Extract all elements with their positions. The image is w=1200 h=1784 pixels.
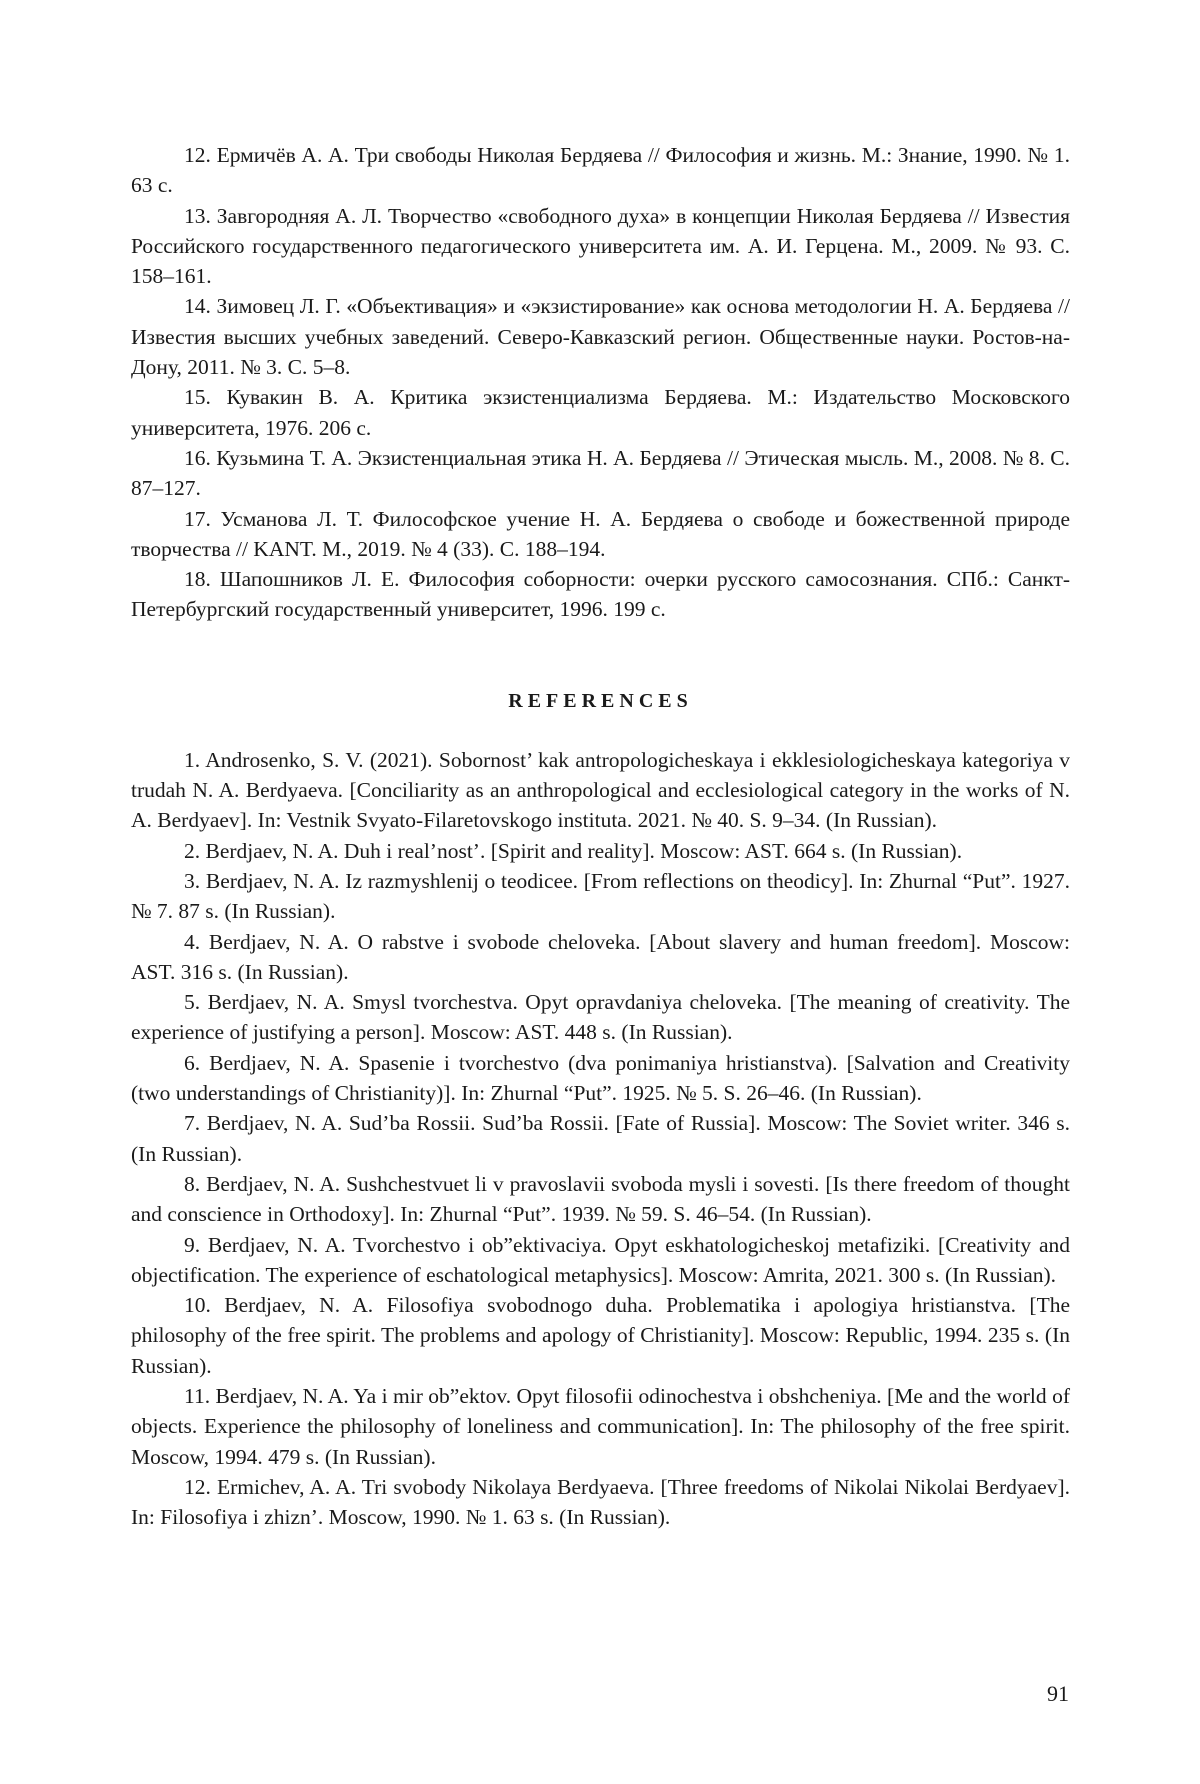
reference-entry: 4. Berdjaev, N. A. O rabstve i svobode cheloveka. [About slavery and human freedom]. Moscow: AST. 316 s. (In Russian). bbox=[131, 927, 1070, 988]
reference-entry: 15. Кувакин В. А. Критика экзистенциализма Бердяева. М.: Издательство Московского университета, 1976. 206 с. bbox=[131, 382, 1070, 443]
english-reference-list bbox=[131, 745, 1070, 1533]
reference-entry: 12. Ermichev, A. A. Tri svobody Nikolaya Berdyaeva. [Three freedoms of Nikolai Nikolai Berdyaev]. In: Filosofiya i zhizn’. Moscow, 1990. № 1. 63 s. (In Russian). bbox=[131, 1472, 1070, 1533]
reference-entry: 2. Berdjaev, N. A. Duh i real’nost’. [Spirit and reality]. Moscow: AST. 664 s. (In Russian). bbox=[131, 836, 1070, 866]
reference-entry: 13. Завгородняя А. Л. Творчество «свободного духа» в концепции Николая Бердяева // Известия Российского государственного педагогического университета им. А. И. Герцена. М., 2009. № 93. С. 158–161. bbox=[131, 201, 1070, 292]
reference-entry: 12. Ермичёв А. А. Три свободы Николая Бердяева // Философия и жизнь. М.: Знание, 1990. № 1. 63 с. bbox=[131, 140, 1070, 201]
reference-entry: 11. Berdjaev, N. A. Ya i mir ob”ektov. Opyt filosofii odinochestva i obshcheniya. [Me and the world of objects. Experience the philosophy of loneliness and communication]. In: The philosophy of the free spirit. Moscow, 1994. 479 s. (In Russian). bbox=[131, 1381, 1070, 1472]
reference-entry: 9. Berdjaev, N. A. Tvorchestvo i ob”ektivaciya. Opyt eskhatologicheskoj metafiziki. [Creativity and objectification. The experience of eschatological metaphysics]. Moscow: Amrita, 2021. 300 s. (In Russian). bbox=[131, 1230, 1070, 1291]
russian-reference-list bbox=[131, 140, 1070, 625]
references-heading: REFERENCES bbox=[131, 687, 1070, 715]
reference-entry: 18. Шапошников Л. Е. Философия соборности: очерки русского самосознания. СПб.: Санкт-Петербургский государственный университет, 1996. 199 с. bbox=[131, 564, 1070, 625]
reference-entry: 7. Berdjaev, N. A. Sud’ba Rossii. Sud’ba Rossii. [Fate of Russia]. Moscow: The Soviet writer. 346 s. (In Russian). bbox=[131, 1108, 1070, 1169]
reference-entry: 6. Berdjaev, N. A. Spasenie i tvorchestvo (dva ponimaniya hristianstva). [Salvation and Creativity (two understandings of Christianity)]. In: Zhurnal “Put”. 1925. № 5. S. 26–46. (In Russian). bbox=[131, 1048, 1070, 1109]
page-content bbox=[131, 140, 1070, 1532]
reference-entry: 14. Зимовец Л. Г. «Объективация» и «экзистирование» как основа методологии Н. А. Бердяева // Известия высших учебных заведений. Северо-Кавказский регион. Общественные науки. Ростов-на-Дону, 2011. № 3. С. 5–8. bbox=[131, 291, 1070, 382]
reference-entry: 3. Berdjaev, N. A. Iz razmyshlenij o teodicee. [From reflections on theodicy]. In: Zhurnal “Put”. 1927. № 7. 87 s. (In Russian). bbox=[131, 866, 1070, 927]
reference-entry: 8. Berdjaev, N. A. Sushchestvuet li v pravoslavii svoboda mysli i sovesti. [Is there freedom of thought and conscience in Orthodoxy]. In: Zhurnal “Put”. 1939. № 59. S. 46–54. (In Russian). bbox=[131, 1169, 1070, 1230]
reference-entry: 1. Androsenko, S. V. (2021). Sobornost’ kak antropologicheskaya i ekklesiologicheskaya kategoriya v trudah N. A. Berdyaeva. [Conciliarity as an anthropological and ecclesiological category in the works of N. A. Berdyaev]. In: Vestnik Svyato-Filaretovskogo instituta. 2021. № 40. S. 9–34. (In Russian). bbox=[131, 745, 1070, 836]
reference-entry: 16. Кузьмина Т. А. Экзистенциальная этика Н. А. Бердяева // Этическая мысль. М., 2008. № 8. С. 87–127. bbox=[131, 443, 1070, 504]
reference-entry: 10. Berdjaev, N. A. Filosofiya svobodnogo duha. Problematika i apologiya hristianstva. [The philosophy of the free spirit. The problems and apology of Christianity]. Moscow: Republic, 1994. 235 s. (In Russian). bbox=[131, 1290, 1070, 1381]
reference-entry: 17. Усманова Л. Т. Философское учение Н. А. Бердяева о свободе и божественной природе творчества // KANT. М., 2019. № 4 (33). С. 188–194. bbox=[131, 504, 1070, 565]
page-number: 91 bbox=[1047, 1680, 1069, 1708]
reference-entry: 5. Berdjaev, N. A. Smysl tvorchestva. Opyt opravdaniya cheloveka. [The meaning of creativity. The experience of justifying a person]. Moscow: AST. 448 s. (In Russian). bbox=[131, 987, 1070, 1048]
